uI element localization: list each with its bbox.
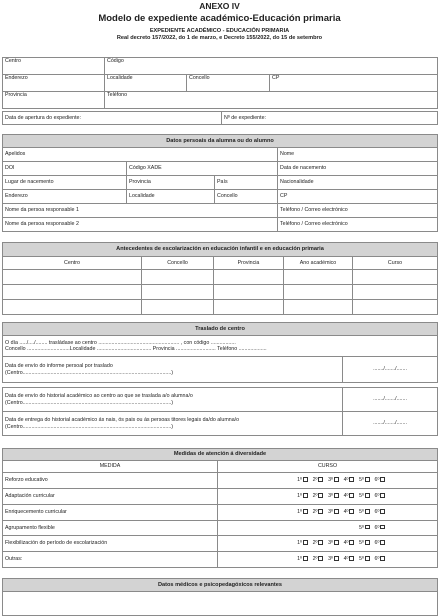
- course-checkbox[interactable]: [334, 477, 339, 482]
- center-phone-field[interactable]: Teléfono: [105, 92, 438, 109]
- document-subtitle: EXPEDIENTE ACADÉMICO - EDUCACIÓN PRIMARIA: [149, 28, 290, 34]
- course-label: 2º: [312, 493, 318, 500]
- course-checkbox[interactable]: [365, 509, 370, 514]
- center-table: [2, 57, 438, 109]
- history-cell[interactable]: [214, 300, 284, 315]
- course-label: 6º: [374, 493, 380, 500]
- history-cell[interactable]: [284, 270, 353, 285]
- history-col-course: Curso: [353, 257, 438, 270]
- transfer-title: Traslado de centro: [3, 323, 438, 336]
- course-label: 2º: [312, 509, 318, 516]
- course-label: 6º: [374, 524, 380, 531]
- measure-courses: [218, 536, 438, 552]
- schooling-history-title: Antecedentes de escolarización en educación infantil e en educación primaria: [3, 243, 438, 257]
- course-label: 3º: [328, 540, 333, 547]
- course-checkbox[interactable]: [318, 556, 323, 561]
- history-col-year: Ano académico: [284, 257, 353, 270]
- report-send-center[interactable]: (Centro.....................................................................................................): [5, 369, 174, 376]
- student-cp-field[interactable]: CP: [278, 190, 438, 204]
- course-label: 2º: [312, 477, 318, 484]
- course-label: 5º: [359, 524, 364, 531]
- history-col-province: Provincia: [214, 257, 284, 270]
- measure-label: Adaptación curricular: [3, 489, 218, 505]
- medical-table: [2, 578, 438, 616]
- course-label: 1º: [297, 556, 302, 563]
- course-checkbox[interactable]: [303, 509, 308, 514]
- student-address-field[interactable]: Enderezo: [3, 190, 127, 204]
- course-label: 1º: [297, 509, 302, 516]
- course-checkbox[interactable]: [318, 540, 323, 545]
- course-checkbox[interactable]: [365, 556, 370, 561]
- course-checkbox[interactable]: [334, 493, 339, 498]
- center-field[interactable]: Centro: [3, 58, 105, 75]
- country-field[interactable]: País: [215, 176, 278, 190]
- history-cell[interactable]: [214, 270, 284, 285]
- course-checkbox[interactable]: [380, 525, 385, 530]
- history-col-council: Concello: [142, 257, 214, 270]
- measure-courses: [218, 552, 438, 568]
- course-checkbox[interactable]: [334, 540, 339, 545]
- course-label: 1º: [297, 493, 302, 500]
- course-label: 5º: [359, 556, 364, 563]
- course-checkbox[interactable]: [380, 493, 385, 498]
- guardian2-contact-field[interactable]: Teléfono / Correo electrónico: [278, 218, 438, 232]
- transfer-statement[interactable]: [3, 336, 438, 357]
- measure-courses: [218, 505, 438, 521]
- measure-label: Agrupamento flexible: [3, 521, 218, 536]
- center-cp-field[interactable]: CP: [270, 75, 438, 92]
- course-label: 5º: [359, 509, 364, 516]
- opening-date-field[interactable]: Data de apertura do expediente:: [3, 112, 222, 125]
- course-checkbox[interactable]: [318, 477, 323, 482]
- center-province-field[interactable]: Provincia: [3, 92, 105, 109]
- transfer-line-2: Concello .............................Localidade ..................................... Provincia ........................... Teléfono ...................: [5, 346, 267, 352]
- measure-label: Enriquecemento curricular: [3, 505, 218, 521]
- course-checkbox[interactable]: [365, 540, 370, 545]
- history-cell[interactable]: [142, 270, 214, 285]
- doi-field[interactable]: DOI: [3, 162, 127, 176]
- course-checkbox[interactable]: [303, 477, 308, 482]
- diversity-title: Medidas de atención á diversidade: [3, 449, 438, 461]
- course-label: 2º: [312, 540, 318, 547]
- course-label: 4º: [343, 540, 349, 547]
- course-checkbox[interactable]: [380, 540, 385, 545]
- course-checkbox[interactable]: [318, 493, 323, 498]
- course-checkbox[interactable]: [380, 556, 385, 561]
- history-send-center[interactable]: (Centro.....................................................................................................): [5, 399, 174, 406]
- student-locality-field[interactable]: Localidade: [127, 190, 215, 204]
- measure-column-header: MEDIDA: [3, 461, 218, 473]
- measure-label: Reforzo educativo: [3, 473, 218, 489]
- course-checkbox[interactable]: [349, 509, 354, 514]
- course-checkbox[interactable]: [365, 477, 370, 482]
- history-delivery-center[interactable]: (Centro.....................................................................................................): [5, 423, 174, 430]
- course-label: 6º: [374, 509, 380, 516]
- course-label: 5º: [359, 540, 364, 547]
- annex-label: ANEXO IV: [199, 1, 240, 11]
- course-label: 3º: [328, 477, 333, 484]
- guardian1-contact-field[interactable]: Teléfono / Correo electrónico: [278, 204, 438, 218]
- course-label: 4º: [343, 477, 349, 484]
- course-checkbox[interactable]: [380, 477, 385, 482]
- document-header: [0, 1, 439, 42]
- course-label: 4º: [343, 493, 349, 500]
- measure-courses: [218, 489, 438, 505]
- guardian2-name-field[interactable]: Nome da persoa responsable 2: [3, 218, 278, 232]
- center-address-field[interactable]: Enderezo: [3, 75, 105, 92]
- history-send-date-field[interactable]: ......./......./.......: [343, 388, 438, 412]
- report-send-date-field[interactable]: ......./......./.......: [343, 357, 438, 383]
- birth-province-field[interactable]: Provincia: [127, 176, 215, 190]
- measure-courses: [218, 521, 438, 536]
- history-cell[interactable]: [284, 300, 353, 315]
- course-label: 4º: [343, 509, 349, 516]
- history-delivery-date-text: Data de entrega do historial académico ás nais, ós pais ou ás persoas titores legais da/do alumna/o: [5, 417, 240, 423]
- personal-data-table: [2, 134, 438, 232]
- history-cell[interactable]: [353, 300, 438, 315]
- document-title: Modelo de expediente académico-Educación primaria: [98, 13, 341, 24]
- transfer-table: [2, 322, 438, 436]
- course-label: 1º: [297, 540, 302, 547]
- course-checkbox[interactable]: [365, 493, 370, 498]
- course-checkbox[interactable]: [349, 477, 354, 482]
- history-send-date-text: Data de envío do historial académico ao centro ao que se traslada a/o alumna/o: [5, 393, 193, 399]
- opening-table: [2, 111, 438, 125]
- course-label: 3º: [328, 493, 333, 500]
- history-cell[interactable]: [214, 285, 284, 300]
- history-cell[interactable]: [142, 285, 214, 300]
- course-checkbox[interactable]: [380, 509, 385, 514]
- course-label: 6º: [374, 556, 380, 563]
- file-number-field[interactable]: Nº de expediente:: [222, 112, 438, 125]
- history-delivery-date-field[interactable]: ......./......./.......: [343, 412, 438, 436]
- course-checkbox[interactable]: [349, 493, 354, 498]
- course-label: 2º: [312, 556, 318, 563]
- xade-code-field[interactable]: Código XADE: [127, 162, 278, 176]
- schooling-history-table: [2, 242, 438, 315]
- history-cell[interactable]: [3, 285, 142, 300]
- course-label: 6º: [374, 477, 380, 484]
- course-checkbox[interactable]: [349, 540, 354, 545]
- course-column-header: CURSO: [218, 461, 438, 473]
- measure-label: Outras:: [3, 552, 218, 568]
- course-label: 4º: [343, 556, 349, 563]
- history-send-date-label: [3, 388, 343, 412]
- nationality-field[interactable]: Nacionalidade: [278, 176, 438, 190]
- course-checkbox[interactable]: [303, 493, 308, 498]
- course-label: 5º: [359, 477, 364, 484]
- diversity-table: [2, 448, 438, 568]
- course-checkbox[interactable]: [349, 556, 354, 561]
- center-locality-field[interactable]: Localidade: [105, 75, 187, 92]
- birthplace-field[interactable]: Lugar de nacemento: [3, 176, 127, 190]
- course-label: 3º: [328, 556, 333, 563]
- guardian1-name-field[interactable]: Nome da persoa responsable 1: [3, 204, 278, 218]
- birthdate-field[interactable]: Data de nacemento: [278, 162, 438, 176]
- course-label: 5º: [359, 493, 364, 500]
- history-cell[interactable]: [142, 300, 214, 315]
- measure-courses: [218, 473, 438, 489]
- personal-data-title: Datos persoais da alumna ou do alumno: [3, 135, 438, 148]
- course-checkbox[interactable]: [318, 509, 323, 514]
- history-cell[interactable]: [3, 270, 142, 285]
- course-checkbox[interactable]: [334, 509, 339, 514]
- transfer-line-1: O día ...../..../........ trasládase ao centro ....................................................... , con código .................: [5, 339, 236, 346]
- center-code-field[interactable]: Código: [105, 58, 438, 75]
- history-col-center: Centro: [3, 257, 142, 270]
- measure-label: Flexibilización do período de escolarización: [3, 536, 218, 552]
- history-cell[interactable]: [284, 285, 353, 300]
- medical-notes-field[interactable]: [3, 592, 438, 616]
- center-council-field[interactable]: Concello: [187, 75, 270, 92]
- report-send-date-label: [3, 357, 343, 383]
- course-label: 1º: [297, 477, 302, 484]
- report-send-date-text: Data de envío do informe persoal por traslado: [5, 363, 113, 369]
- decree-reference: Real decreto 157/2022, do 1 de marzo, e Decreto 155/2022, do 15 de setembro: [116, 35, 323, 41]
- course-label: 6º: [374, 540, 380, 547]
- history-cell[interactable]: [353, 270, 438, 285]
- course-label: 3º: [328, 509, 333, 516]
- course-checkbox[interactable]: [303, 540, 308, 545]
- course-checkbox[interactable]: [303, 556, 308, 561]
- course-checkbox[interactable]: [334, 556, 339, 561]
- history-delivery-date-label: [3, 412, 343, 436]
- course-checkbox[interactable]: [365, 525, 370, 530]
- medical-title: Datos médicos e psicopedagóxicos relevantes: [3, 579, 438, 592]
- name-field[interactable]: Nome: [278, 148, 438, 162]
- history-cell[interactable]: [3, 300, 142, 315]
- surname-field[interactable]: Apelidos: [3, 148, 278, 162]
- history-cell[interactable]: [353, 285, 438, 300]
- student-council-field[interactable]: Concello: [215, 190, 278, 204]
